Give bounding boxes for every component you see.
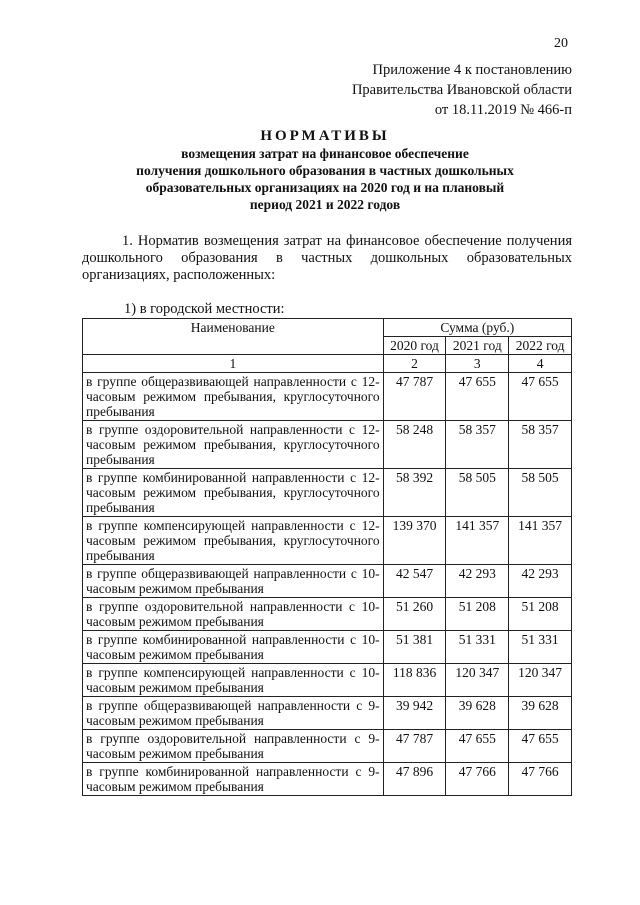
row-name: в группе комбинированной направленности с 12-часовым режимом пребывания, круглосуточного пребывания [83,469,384,517]
value-2022: 47 655 [509,373,572,421]
norms-table [82,318,572,796]
title-line: период 2021 и 2022 годов [249,197,401,212]
table-row [83,763,572,796]
header-year-2020: 2020 год [383,337,446,355]
value-2020: 51 381 [383,631,446,664]
title-line: получения дошкольного образования в частных дошкольных [136,163,514,178]
value-2021: 47 655 [446,373,509,421]
column-number: 3 [446,355,509,373]
table-row [83,697,572,730]
table-row [83,664,572,697]
value-2021: 42 293 [446,565,509,598]
value-2022: 47 655 [509,730,572,763]
appendix-line: от 18.11.2019 № 466-п [434,102,572,118]
row-name: в группе оздоровительной направленности с 10-часовым режимом пребывания [83,598,384,631]
value-2020: 139 370 [383,517,446,565]
value-2022: 42 293 [509,565,572,598]
appendix-line: Приложение 4 к постановлению [372,62,572,78]
value-2021: 58 505 [446,469,509,517]
table-row [83,421,572,469]
value-2020: 39 942 [383,697,446,730]
value-2022: 51 208 [509,598,572,631]
title-line: возмещения затрат на финансовое обеспечение [181,146,469,161]
appendix-reference [352,60,572,120]
value-2020: 118 836 [383,664,446,697]
value-2020: 58 392 [383,469,446,517]
value-2020: 42 547 [383,565,446,598]
table-row [83,565,572,598]
value-2022: 58 505 [509,469,572,517]
value-2021: 58 357 [446,421,509,469]
table-row [83,631,572,664]
row-name: в группе компенсирующей направленности с 10-часовым режимом пребывания [83,664,384,697]
value-2022: 51 331 [509,631,572,664]
row-name: в группе комбинированной направленности с 9-часовым режимом пребывания [83,763,384,796]
column-number: 2 [383,355,446,373]
document-title [70,127,580,213]
table-row [83,517,572,565]
row-name: в группе общеразвивающей направленности с 9-часовым режимом пребывания [83,697,384,730]
table-row [83,373,572,421]
value-2021: 120 347 [446,664,509,697]
row-name: в группе компенсирующей направленности с 12-часовым режимом пребывания, круглосуточного пребывания [83,517,384,565]
header-sum: Сумма (руб.) [383,319,571,337]
appendix-line: Правительства Ивановской области [351,82,572,98]
intro-paragraph: 1. Норматив возмещения затрат на финансовое обеспечение получения дошкольного образования в частных дошкольных образовательных организациях, расположенных: [82,233,572,283]
value-2020: 47 787 [383,373,446,421]
title-line: образовательных организациях на 2020 год и на плановый [145,180,505,195]
value-2020: 47 787 [383,730,446,763]
value-2020: 58 248 [383,421,446,469]
row-name: в группе оздоровительной направленности с 12-часовым режимом пребывания, круглосуточного пребывания [83,421,384,469]
value-2022: 120 347 [509,664,572,697]
row-name: в группе комбинированной направленности с 10-часовым режимом пребывания [83,631,384,664]
table-row [83,469,572,517]
value-2021: 39 628 [446,697,509,730]
value-2022: 141 357 [509,517,572,565]
column-number: 4 [509,355,572,373]
value-2022: 47 766 [509,763,572,796]
section-subheading: 1) в городской местности: [124,301,285,317]
table-row [83,730,572,763]
value-2022: 58 357 [509,421,572,469]
value-2021: 51 331 [446,631,509,664]
value-2022: 39 628 [509,697,572,730]
row-name: в группе оздоровительной направленности с 9-часовым режимом пребывания [83,730,384,763]
value-2021: 47 655 [446,730,509,763]
row-name: в группе общеразвивающей направленности с 10-часовым режимом пребывания [83,565,384,598]
value-2020: 47 896 [383,763,446,796]
header-year-2022: 2022 год [509,337,572,355]
value-2021: 141 357 [446,517,509,565]
table-row [83,598,572,631]
row-name: в группе общеразвивающей направленности с 12-часовым режимом пребывания, круглосуточного пребывания [83,373,384,421]
header-year-2021: 2021 год [446,337,509,355]
value-2020: 51 260 [383,598,446,631]
value-2021: 47 766 [446,763,509,796]
column-number: 1 [83,355,384,373]
title-main: НОРМАТИВЫ [260,128,390,144]
header-name: Наименование [83,319,384,355]
page-number: 20 [554,36,568,51]
value-2021: 51 208 [446,598,509,631]
